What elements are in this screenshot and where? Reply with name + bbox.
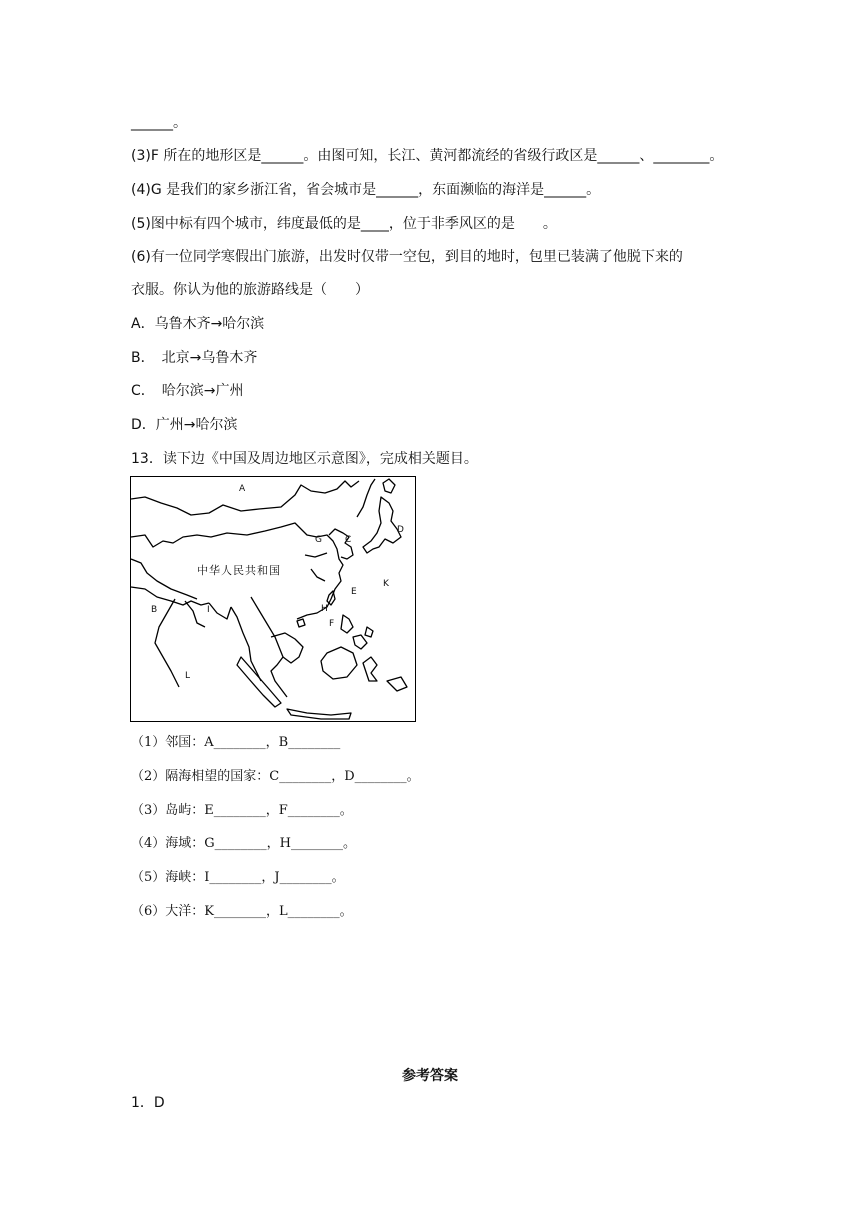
answer-1: 1．D <box>131 1095 165 1111</box>
q13-2-across-sea: （2）隔海相望的国家：C________，D________。 <box>131 769 420 784</box>
question-4-g: (4)G 是我们的家乡浙江省，省会城市是______，东面濒临的海洋是______。 <box>131 182 601 198</box>
question-3-f: (3)F 所在的地形区是______。由图可知，长江、黄河都流经的省级行政区是______、________。 <box>131 148 724 164</box>
map-label-g: G <box>315 535 322 545</box>
question-6-travel: (6)有一位同学寒假出门旅游，出发时仅带一空包，到目的地时，包里已装满了他脱下来的 <box>131 249 683 265</box>
map-label-f: F <box>329 619 335 629</box>
question-6-travel-cont: 衣服。你认为他的旅游路线是（ ） <box>131 282 369 298</box>
china-region-map <box>130 476 416 722</box>
map-label-d: D <box>397 525 404 535</box>
map-label-i: I <box>207 605 210 615</box>
q13-4-seas: （4）海域：G________，H________。 <box>131 836 356 851</box>
map-label-h: H <box>321 604 328 614</box>
map-outline <box>131 477 415 721</box>
q13-3-islands: （3）岛屿：E________，F________。 <box>131 803 353 818</box>
question-5-cities: (5)图中标有四个城市，纬度最低的是____，位于非季风区的是 。 <box>131 216 557 232</box>
text-line-blank: ______。 <box>131 115 187 131</box>
q13-5-straits: （5）海峡：I________，J________。 <box>131 870 345 885</box>
answer-key-title: 参考答案 <box>402 1068 458 1084</box>
option-c: C． 哈尔滨→广州 <box>131 383 244 399</box>
option-b: B． 北京→乌鲁木齐 <box>131 350 258 366</box>
map-label-e: E <box>351 587 357 597</box>
map-label-l: L <box>185 671 191 681</box>
map-label-a: A <box>239 484 246 494</box>
option-d: D．广州→哈尔滨 <box>131 417 238 433</box>
q13-1-neighbors: （1）邻国：A________，B________ <box>131 735 341 750</box>
question-13-heading: 13．读下边《中国及周边地区示意图》，完成相关题目。 <box>131 451 478 467</box>
q13-6-oceans: （6）大洋：K________，L________。 <box>131 904 353 919</box>
map-label-b: B <box>151 605 158 615</box>
map-label-k: K <box>383 579 389 589</box>
map-label-c: C <box>345 535 352 545</box>
map-country-label: 中华人民共和国 <box>197 564 281 577</box>
option-a: A．乌鲁木齐→哈尔滨 <box>131 316 265 332</box>
